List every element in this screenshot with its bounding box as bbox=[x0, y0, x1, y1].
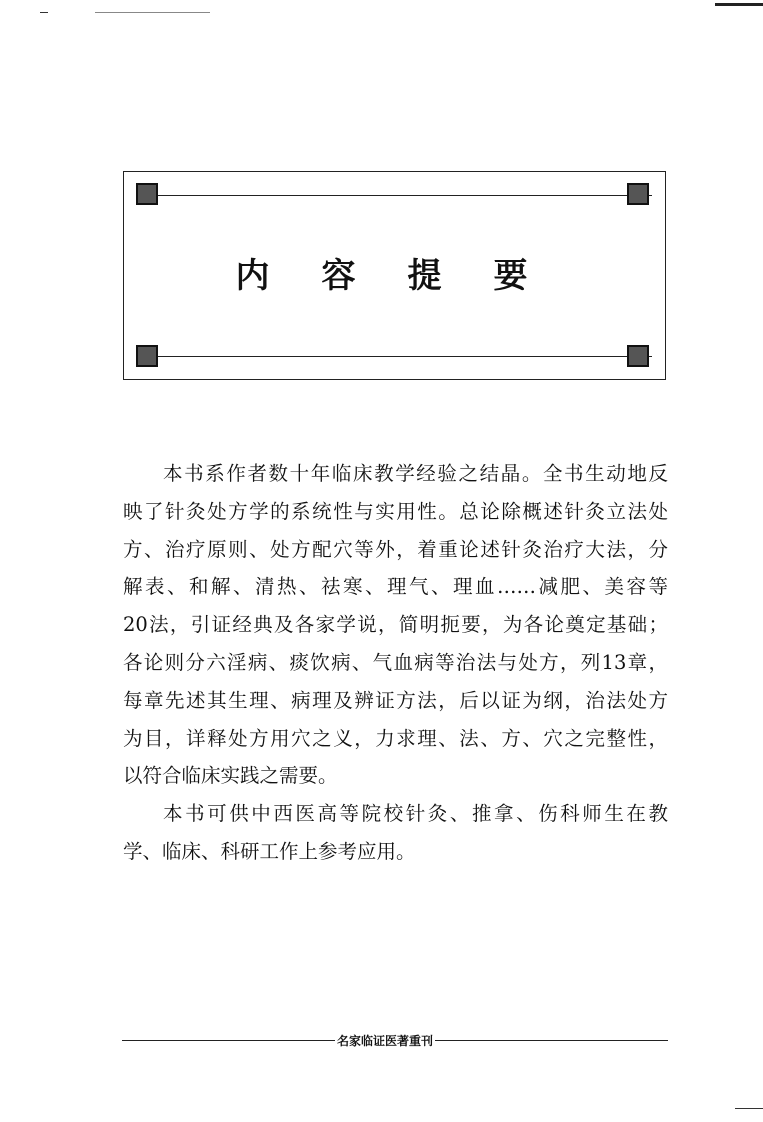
text-line: 为目，详释处方用穴之义，力求理、法、方、穴之完整性， bbox=[123, 726, 668, 750]
summary-text bbox=[123, 455, 668, 871]
text-line: 本书系作者数十年临床教学经验之结晶。全书生动地反 bbox=[163, 462, 668, 485]
scan-artifact bbox=[735, 1108, 763, 1109]
text-line: 每章先述其生理、病理及辨证方法，后以证为纲，治法处方 bbox=[123, 688, 668, 712]
text-line: 本书可供中西医高等院校针灸、推拿、伤科师生在教 bbox=[163, 802, 668, 826]
text-line: 学、临床、科研工作上参考应用。 bbox=[123, 839, 416, 863]
corner-ornament bbox=[627, 183, 649, 205]
scan-artifact bbox=[715, 3, 763, 6]
corner-ornament bbox=[627, 345, 649, 367]
corner-ornament bbox=[136, 183, 158, 205]
page-footer bbox=[122, 1032, 668, 1049]
scan-artifact bbox=[40, 12, 48, 13]
text-line: 映了针灸处方学的系统性与实用性。总论除概述针灸立法处 bbox=[123, 499, 668, 523]
text-line: 方、治疗原则、处方配穴等外，着重论述针灸治疗大法，分 bbox=[123, 537, 668, 561]
corner-ornament bbox=[136, 345, 158, 367]
text-line: 以符合临床实践之需要。 bbox=[123, 764, 338, 788]
text-line: 20法，引证经典及各家学说，简明扼要，为各论奠定基础； bbox=[123, 613, 668, 637]
page-title: 内容提要 bbox=[235, 256, 580, 296]
text-line: 各论则分六淫病、痰饮病、气血病等治法与处方，列13章， bbox=[123, 650, 668, 674]
footer-rule bbox=[435, 1040, 668, 1041]
scan-artifact bbox=[95, 12, 210, 13]
series-name: 名家临证医著重刊 bbox=[337, 1034, 434, 1048]
footer-rule bbox=[122, 1040, 335, 1041]
text-line: 解表、和解、清热、祛寒、理气、理血……减肥、美容等 bbox=[123, 575, 668, 599]
